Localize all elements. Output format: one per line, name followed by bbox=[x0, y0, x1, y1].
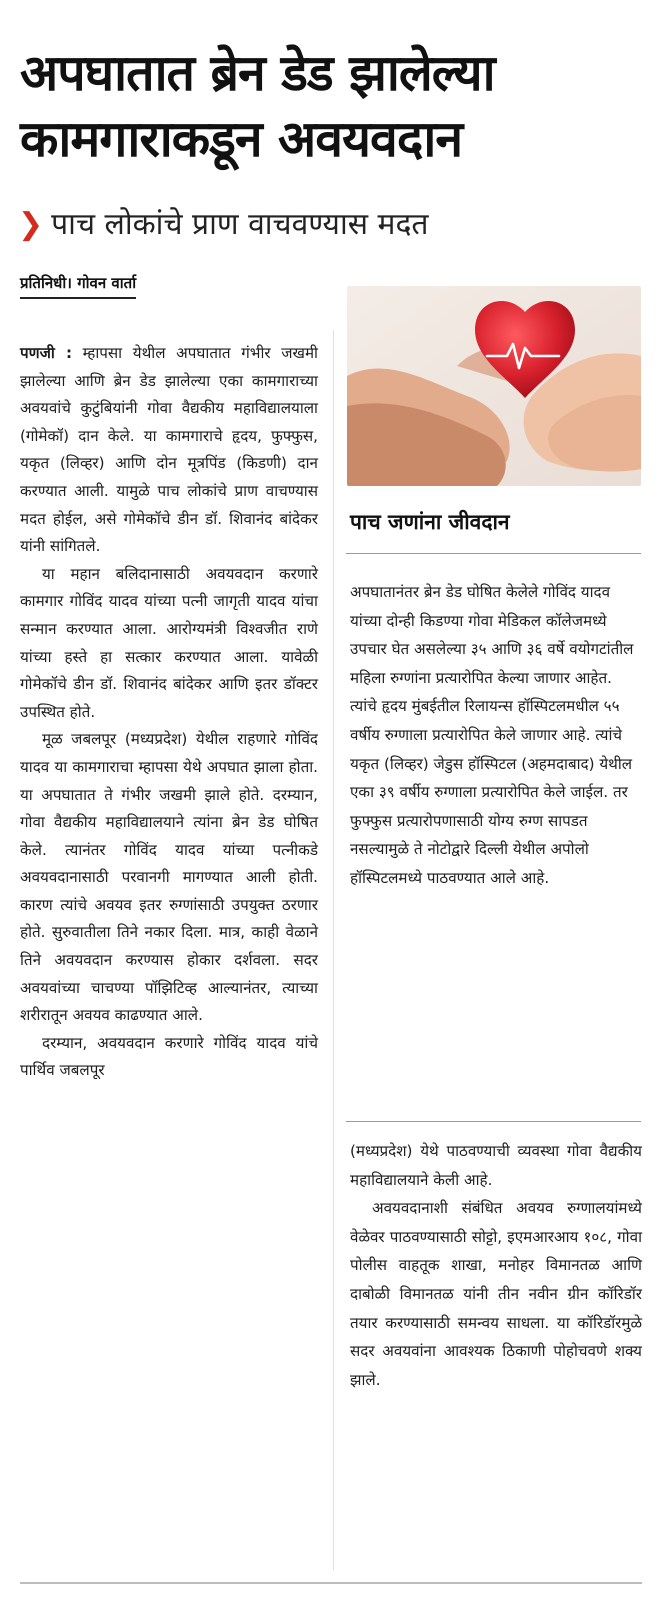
headline: अपघातात ब्रेन डेड झालेल्या कामगाराकडून अवयवदान bbox=[20, 44, 495, 168]
page-bottom-rule bbox=[20, 1582, 642, 1584]
continued-paragraph: (मध्यप्रदेश) येथे पाठवण्याची व्यवस्था गोवा वैद्यकीय महाविद्यालयाने केली आहे. bbox=[350, 1142, 642, 1189]
sidebar-text: अपघातानंतर ब्रेन डेड घोषित केलेले गोविंद यादव यांच्या दोन्ही किडण्या गोवा मेडिकल कॉलेजमध्ये उपचार घेत असलेल्या ३५ आणि ३६ वर्षे वयोगटांतील महिला रुग्णांना प्रत्यारोपित केल्या जाणार आहेत. त्यांचे हृदय मुंबईतील रिलायन्स हॉस्पिटलमधील ५५ वर्षीय रुग्णाला प्रत्यारोपित केले जाणार आहे. त्यांचे यकृत (लिव्हर) जेडुस हॉस्पिटल (अहमदाबाद) येथील एका ३९ वर्षीय रुग्णाला प्रत्यारोपित केले जाईल. तर फुफ्फुस प्रत्यारोपणासाठी योग्य रुग्ण सापडत नसल्यामुळे ते नोटोद्वारे दिल्ली येथील अपोलो हॉस्पिटलमध्ये पाठवण्यात आले आहे. bbox=[350, 583, 634, 887]
sidebar-title: पाच जणांना जीवदान bbox=[350, 510, 510, 534]
subheadline-text: पाच लोकांचे प्राण वाचवण्यास मदत bbox=[51, 207, 429, 242]
sidebar-body bbox=[350, 578, 640, 893]
paragraph-5: अवयवदानाशी संबंधित अवयव रुग्णालयांमध्ये वेळेवर पाठवण्यासाठी सोट्टो, इएमआरआय १०८, गोवा पोलीस वाहतूक शाखा, मनोहर विमानतळ आणि दाबोळी विमानतळ यांनी तीन नवीन ग्रीन कॉरिडॉर तयार करण्यासाठी समन्वय साधला. या कॉरिडॉरमुळे सदर अवयवांना आवश्यक ठिकाणी पोहोचवणे शक्य झाले. bbox=[350, 1199, 642, 1389]
column-divider bbox=[333, 330, 334, 1570]
byline: प्रतिनिधी। गोवन वार्ता bbox=[20, 273, 136, 299]
lead-paragraph bbox=[20, 340, 318, 561]
paragraph-2: या महान बलिदानासाठी अवयवदान करणारे कामगार गोविंद यादव यांच्या पत्नी जागृती यादव यांचा सन्मान करण्यात आला. आरोग्यमंत्री विश्वजीत राणे यांच्या हस्ते हा सत्कार करण्यात आला. यावेळी गोमेकॉचे डीन डॉ. शिवानंद बांदेकर आणि इतर डॉक्टर उपस्थित होते. bbox=[20, 564, 318, 721]
chevron-right-icon: ❯ bbox=[18, 207, 44, 242]
article-body-left bbox=[20, 340, 318, 1085]
paragraph-3: मूळ जबलपूर (मध्यप्रदेश) येथील राहणारे गोविंद यादव या कामगाराचा म्हापसा येथे अपघात झाला होता. या अपघातात ते गंभीर जखमी झाले होते. दरम्यान, गोवा वैद्यकीय महाविद्यालयाने त्यांना ब्रेन डेड घोषित केले. त्यानंतर गोविंद यादव यांच्या पत्नीकडे अवयवदानासाठी परवानगी मागण्यात आली होती. कारण त्यांचे अवयव इतर रुग्णांसाठी उपयुक्त ठरणार होते. सुरुवातीला तिने नकार दिला. मात्र, काही वेळाने तिने अवयवदान करण्यास होकार दर्शवला. सदर अवयवांच्या चाचण्या पॉझिटिव्ह आल्यानंतर, त्याच्या शरीरातून अवयव काढण्यात आले. bbox=[20, 730, 318, 1025]
subheadline bbox=[18, 205, 648, 245]
heart-in-hands-photo bbox=[347, 286, 641, 486]
divider bbox=[346, 1121, 641, 1122]
dateline: पणजी : bbox=[20, 344, 73, 362]
divider bbox=[346, 553, 641, 554]
lead-text: म्हापसा येथील अपघातात गंभीर जखमी झालेल्या आणि ब्रेन डेड झालेल्या एका कामगाराच्या अवयवांचे कुटुंबियांनी गोवा वैद्यकीय महाविद्यालयाला (गोमेकॉ) दान केले. या कामगाराचे हृदय, फुफ्फुस, यकृत (लिव्हर) आणि दोन मूत्रपिंड (किडणी) दान करण्यात आली. यामुळे पाच लोकांचे प्राण वाचण्यास मदत होईल, असे गोमेकॉचे डीन डॉ. शिवानंद बांदेकर यांनी सांगितले. bbox=[20, 344, 318, 556]
article-body-right bbox=[350, 1137, 642, 1394]
paragraph-4: दरम्यान, अवयवदान करणारे गोविंद यादव यांचे पार्थिव जबलपूर bbox=[20, 1033, 318, 1080]
